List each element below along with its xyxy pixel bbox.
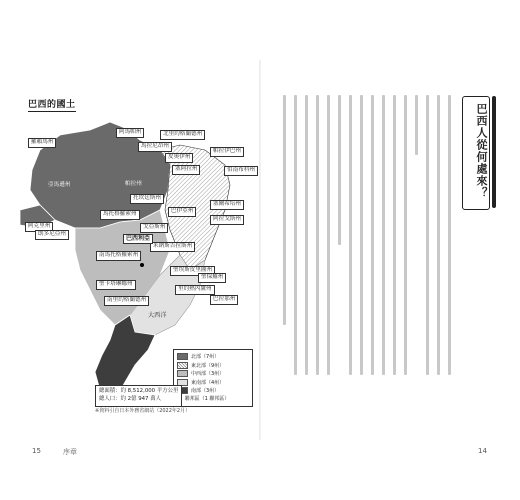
legend-swatch <box>177 370 188 377</box>
heading-accent-bar <box>492 96 496 208</box>
legend-label: 聯邦區（1 聯邦區） <box>184 396 230 403</box>
label-rio: 里約熱內盧州 <box>175 285 215 295</box>
label-santa-catarina: 聖卡塔琳娜州 <box>96 280 136 290</box>
label-capital: 巴西利亞 <box>123 234 153 244</box>
text-column <box>437 95 440 375</box>
label-south-mato-grosso: 南馬托格羅索州 <box>96 251 141 261</box>
legend-label: 北部（7州） <box>191 354 220 361</box>
label-maranhao: 馬拉尼昂州 <box>138 142 172 152</box>
label-espirito-santo: 聖埃斯皮里圖州 <box>170 266 215 276</box>
text-column <box>415 95 418 155</box>
legend-swatch <box>177 353 188 360</box>
text-column <box>360 95 363 375</box>
stats-box <box>95 385 182 407</box>
legend-row <box>177 370 249 377</box>
label-alagoas: 阿拉戈斯州 <box>210 215 244 225</box>
chapter-label: 序章 <box>63 448 77 456</box>
label-amazonas: 亞馬遜州 <box>48 182 71 188</box>
ocean-label: 大西洋 <box>148 312 167 319</box>
legend-row <box>177 379 249 386</box>
label-acre: 阿克里州 <box>25 222 53 232</box>
text-column <box>382 95 385 375</box>
label-minas: 米納斯吉拉斯州 <box>150 242 195 252</box>
label-para: 帕拉州 <box>125 181 142 187</box>
legend-label: 東北部（9州） <box>191 362 225 369</box>
map-legend <box>173 349 253 407</box>
text-column <box>426 95 429 375</box>
label-rondonia: 朗多尼亞州 <box>35 230 69 240</box>
label-tocantins: 托坎廷斯州 <box>130 194 164 204</box>
legend-row <box>177 387 249 394</box>
legend-label: 南部（3州） <box>191 387 220 394</box>
label-sergipe: 塞爾希培州 <box>210 200 244 210</box>
label-pernambuco: 伯南布科州 <box>224 166 258 176</box>
label-mato-grosso: 馬托格羅索州 <box>100 210 140 220</box>
page-number-right: 14 <box>478 447 487 455</box>
text-column <box>404 95 407 375</box>
legend-row <box>177 395 249 402</box>
text-column <box>294 95 297 375</box>
text-column <box>316 95 319 375</box>
label-north-rio-grande: 北里約格蘭德州 <box>160 130 205 140</box>
capital-marker <box>140 263 144 267</box>
label-parana: 巴拉那州 <box>210 295 238 305</box>
label-paraiba: 帕拉伊巴州 <box>210 147 244 157</box>
text-column <box>448 95 451 375</box>
stat-population: 總人口：約 2億 947 萬人 <box>99 395 161 402</box>
stat-area: 總面積：約 8,512,000 平方公里 <box>99 388 179 394</box>
label-sao-paulo: 聖保羅州 <box>198 273 226 283</box>
source-note: ※資料引自日本外務省網站（2022年2月） <box>95 408 191 414</box>
page-number-left: 15 <box>32 447 41 455</box>
text-column <box>371 95 374 375</box>
label-ceara: 皮奧伊州 <box>165 153 193 163</box>
text-column <box>327 95 330 375</box>
label-bahia: 巴伊亞州 <box>168 207 196 217</box>
text-column <box>338 95 341 245</box>
legend-label: 東南部（4州） <box>191 379 225 386</box>
label-amapa: 阿馬帕州 <box>116 128 144 138</box>
section-heading-box <box>462 96 490 210</box>
label-cearah: 塞阿拉州 <box>172 165 200 175</box>
label-roraima: 羅賴馬州 <box>28 138 56 148</box>
label-rio-grande-sul: 南里約格蘭德州 <box>104 296 149 306</box>
text-column <box>393 95 396 375</box>
legend-swatch <box>177 362 188 369</box>
section-heading: 巴西人從何處來？ <box>475 103 488 199</box>
legend-row <box>177 353 249 360</box>
text-column <box>349 95 352 375</box>
map-title: 巴西的國土 <box>28 97 76 112</box>
legend-row <box>177 362 249 369</box>
text-column <box>283 95 286 325</box>
legend-label: 中西部（3州） <box>191 371 225 378</box>
text-column <box>305 95 308 375</box>
label-goias: 戈亞斯州 <box>140 223 168 233</box>
page-gutter <box>259 60 261 440</box>
